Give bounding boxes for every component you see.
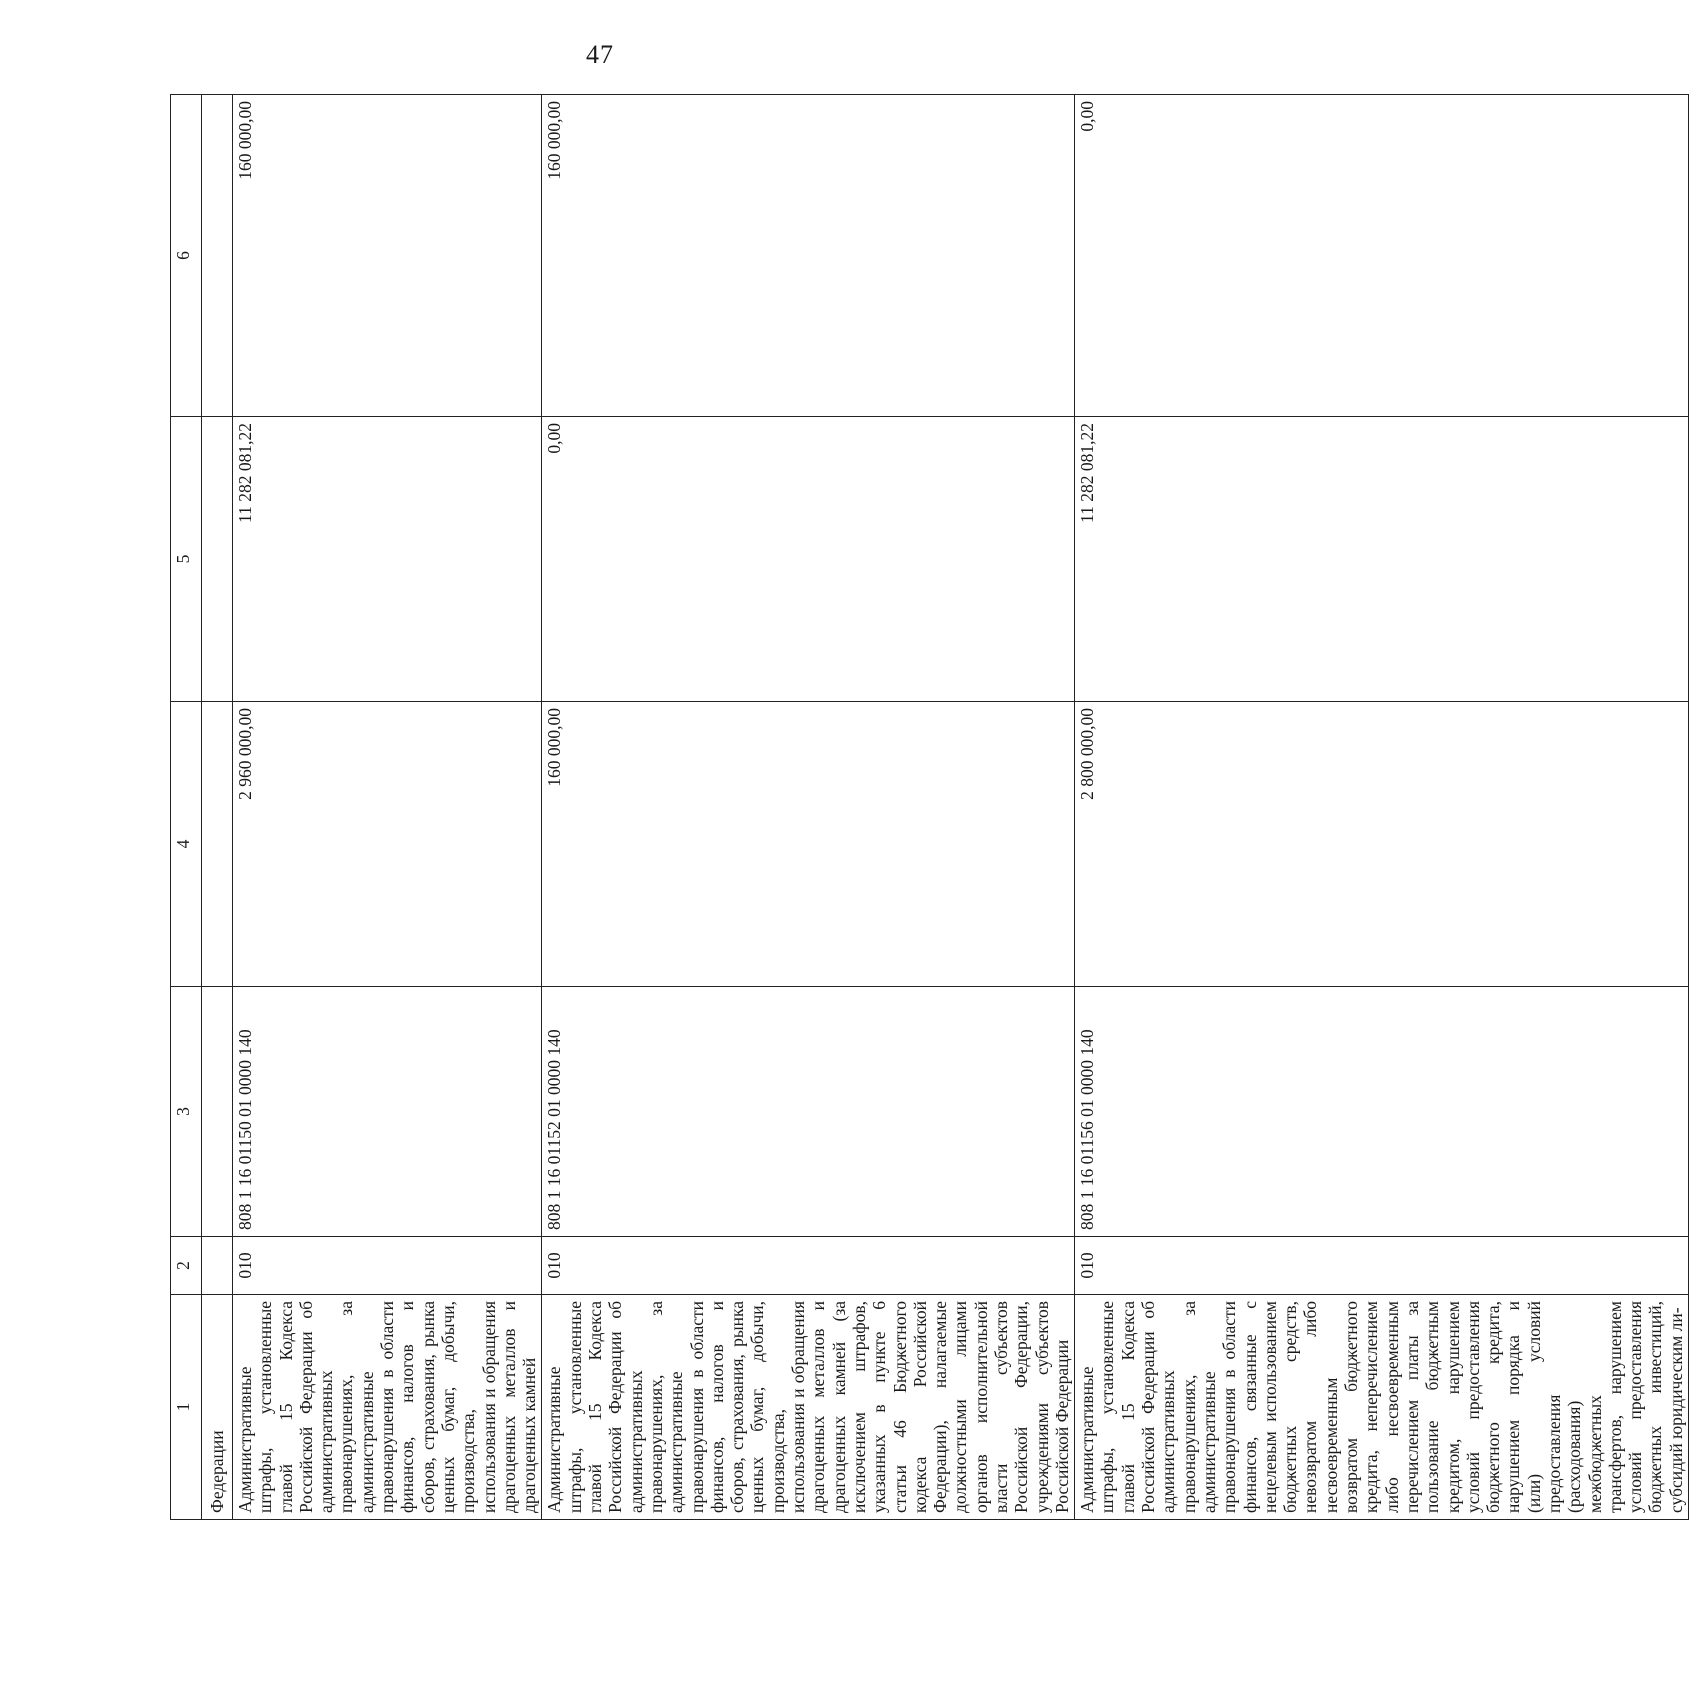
row-col5: 11 282 081,22: [233, 417, 542, 702]
row-code: 010: [542, 1237, 1075, 1295]
column-header-5: 5: [171, 417, 202, 702]
row-col6: 0,00: [1075, 95, 1689, 417]
continuation-label: Федерации: [202, 1295, 233, 1520]
table-row-continuation: [202, 95, 233, 1520]
column-header-4: 4: [171, 702, 202, 987]
row-col6: 160 000,00: [233, 95, 542, 417]
table-row: [1075, 95, 1689, 1520]
row-name: Административные штрафы, установленные главой 15 Кодекса Российской Федерации об административных правонарушениях, за административные правонарушения в области финансов, налогов и сборов, страхования, рынка ценных бумаг, добычи, производства, использования и обращения драгоценных металлов и драгоценных камней: [233, 1295, 542, 1520]
row-col4: 2 960 000,00: [233, 702, 542, 987]
row-kbk: 808 1 16 01156 01 0000 140: [1075, 987, 1689, 1237]
row-col5: 11 282 081,22: [1075, 417, 1689, 702]
row-code: 010: [233, 1237, 542, 1295]
row-col6: 160 000,00: [542, 95, 1075, 417]
row-col4: 160 000,00: [542, 702, 1075, 987]
table-header-row: [171, 95, 202, 1520]
table-row: [542, 95, 1075, 1520]
row-code: 010: [1075, 1237, 1689, 1295]
row-name: Административные штрафы, установленные главой 15 Кодекса Российской Федерации об административных правонарушениях, за административные правонарушения в области финансов, налогов и сборов, страхования, рынка ценных бумаг, добычи, производства, использования и обращения драгоценных металлов и драгоценных камней (за исключением штрафов, указанных в пункте 6 статьи 46 Бюджетного кодекса Российской Федерации), налагаемые должностными лицами органов исполнительной власти субъектов Российской Федерации, учреждениями субъектов Российской Федерации: [542, 1295, 1075, 1520]
budget-revenue-table: [170, 94, 1689, 1520]
row-col5: 0,00: [542, 417, 1075, 702]
row-kbk: 808 1 16 01152 01 0000 140: [542, 987, 1075, 1237]
rotated-table-container: [170, 95, 1686, 1520]
row-kbk: 808 1 16 01150 01 0000 140: [233, 987, 542, 1237]
table-row: [233, 95, 542, 1520]
column-header-3: 3: [171, 987, 202, 1237]
row-name: Административные штрафы, установленные главой 15 Кодекса Российской Федерации об административных правонарушениях, за административные правонарушения в области финансов, связанные с нецелевым использованием бюджетных средств, невозвратом либо несвоевременным возвратом бюджетного кредита, неперечислением либо несвоевременным перечислением платы за пользование бюджетным кредитом, нарушением условий предоставления бюджетного кредита, нарушением порядка и (или) условий предоставления (расходования) межбюджетных трансфертов, нарушением условий предоставления бюджетных инвестиций, субсидий юридическим ли-: [1075, 1295, 1689, 1520]
column-header-1: 1: [171, 1295, 202, 1520]
column-header-2: 2: [171, 1237, 202, 1295]
column-header-6: 6: [171, 95, 202, 417]
row-col4: 2 800 000,00: [1075, 702, 1689, 987]
page-number: 47: [586, 40, 614, 69]
